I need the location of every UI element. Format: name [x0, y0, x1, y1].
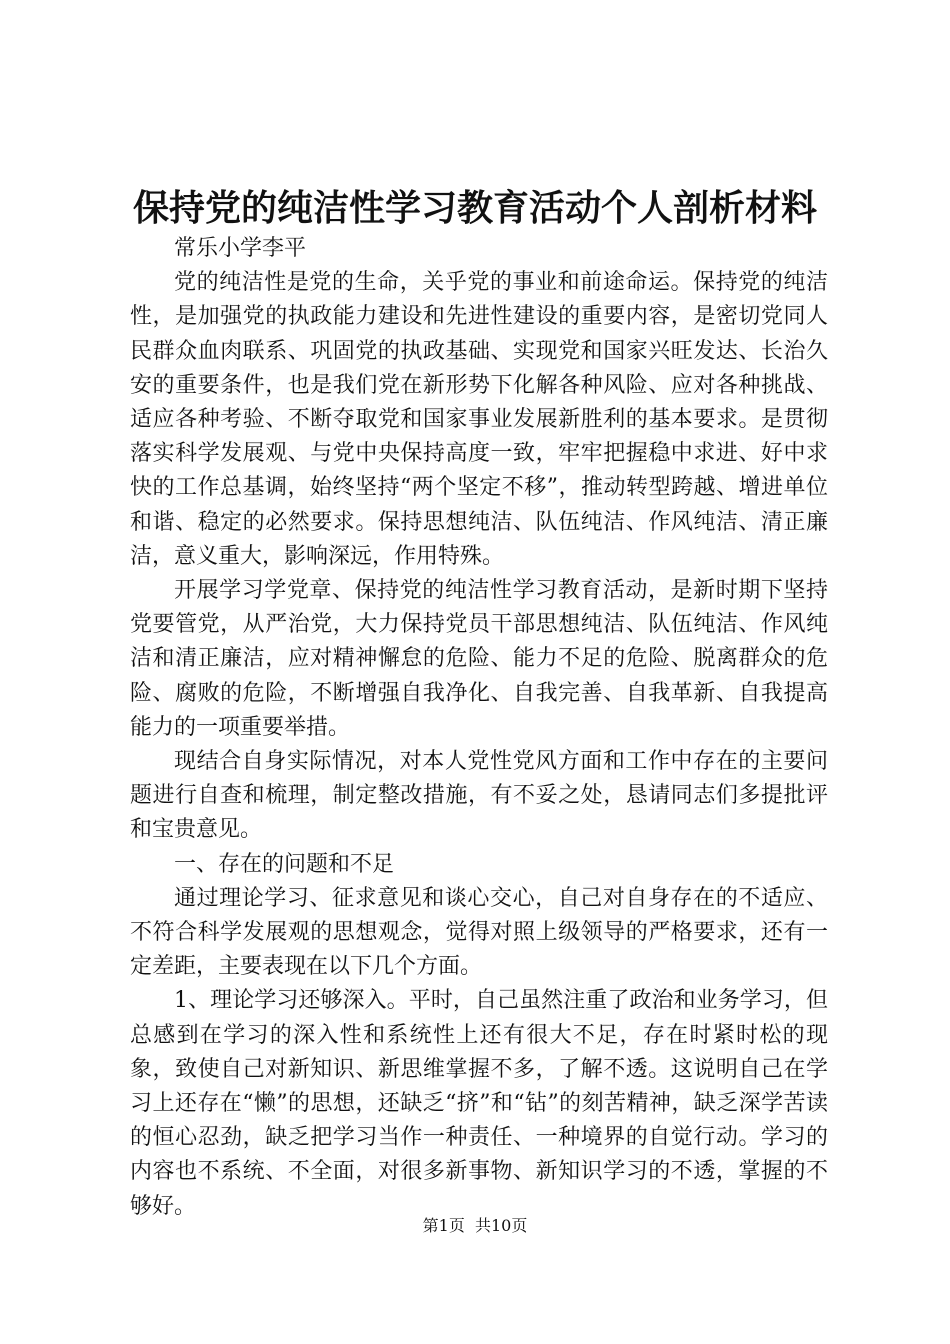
- section-heading: 一、存在的问题和不足: [174, 851, 395, 877]
- paragraph-2: 开展学习学党章、保持党的纯洁性学习教育活动，是新时期下坚持党要管党，从严治党，大力保持党员干部思想纯洁、队伍纯洁、作风纯洁和清正廉洁，应对精神懈怠的危险、能力不足的危险、脱离群众的危险、腐败的危险，不断增强自我净化、自我完善、自我革新、自我提高能力的一项重要举措。: [130, 578, 828, 740]
- paragraph-4: 通过理论学习、征求意见和谈心交心，自己对自身存在的不适应、不符合科学发展观的思想观念，觉得对照上级领导的严格要求，还有一定差距，主要表现在以下几个方面。: [130, 885, 828, 980]
- document-body: [130, 232, 828, 1224]
- paragraph-1: 党的纯洁性是党的生命，关乎党的事业和前途命运。保持党的纯洁性，是加强党的执政能力建设和先进性建设的重要内容，是密切党同人民群众血肉联系、巩固党的执政基础、实现党和国家兴旺发达、长治久安的重要条件，也是我们党在新形势下化解各种风险、应对各种挑战、适应各种考验、不断夺取党和国家事业发展新胜利的基本要求。是贯彻落实科学发展观、与党中央保持高度一致，牢牢把握稳中求进、好中求快的工作总基调，始终坚持“两个坚定不移”，推动转型跨越、增进单位和谐、稳定的必然要求。保持思想纯洁、队伍纯洁、作风纯洁、清正廉洁，意义重大，影响深远，作用特殊。: [130, 270, 828, 569]
- paragraph-5: 1、理论学习还够深入。平时，自己虽然注重了政治和业务学习，但总感到在学习的深入性和系统性上还有很大不足，存在时紧时松的现象，致使自己对新知识、新思维掌握不多，了解不透。这说明自己在学习上还存在“懒”的思想，还缺乏“挤”和“钻”的刻苦精神，缺乏深学苦读的恒心忍劲，缺乏把学习当作一种责任、一种境界的自觉行动。学习的内容也不系统、不全面，对很多新事物、新知识学习的不透，掌握的不够好。: [130, 988, 828, 1219]
- page-number-footer: 第1页 共10页: [422, 1216, 528, 1235]
- paragraph-3: 现结合自身实际情况，对本人党性党风方面和工作中存在的主要问题进行自查和梳理，制定整改措施，有不妥之处，恳请同志们多提批评和宝贵意见。: [130, 749, 828, 843]
- document-title: 保持党的纯洁性学习教育活动个人剖析材料: [132, 187, 817, 229]
- author-line: 常乐小学李平: [174, 236, 307, 261]
